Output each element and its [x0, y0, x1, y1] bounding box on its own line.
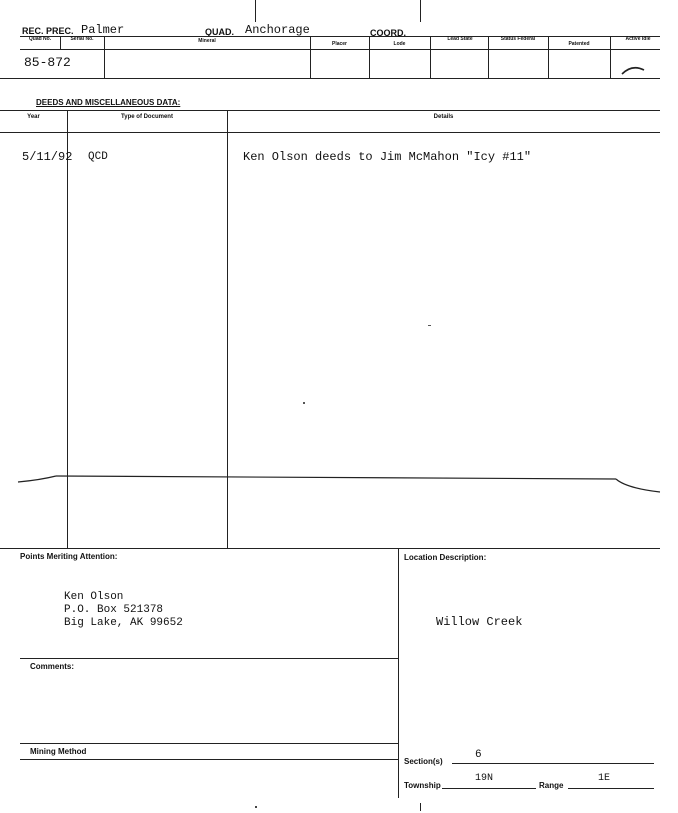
col-placer: Placer	[331, 41, 347, 47]
deeds-header-rule	[0, 132, 660, 133]
comments-label: Comments:	[30, 662, 75, 671]
col-lead-state: Lead State	[447, 36, 473, 42]
location-label: Location Description:	[404, 553, 487, 562]
claim-col-divider-6	[488, 36, 489, 78]
points-address-line-1: Ken Olson	[64, 591, 124, 603]
location-value: Willow Creek	[436, 615, 523, 629]
mining-bottom-rule	[20, 759, 398, 760]
deeds-col-type: Type of Document	[121, 114, 173, 120]
top-tick-left	[255, 0, 256, 22]
stray-mark	[428, 325, 431, 326]
bottom-tick-line	[420, 803, 421, 811]
top-tick-right	[420, 0, 421, 22]
deeds-section-title: DEEDS AND MISCELLANEOUS DATA:	[36, 98, 181, 107]
deeds-top-rule	[0, 110, 660, 111]
deed-entry-year: 5/11/92	[22, 150, 73, 164]
township-underline	[442, 788, 536, 789]
lower-col-divider	[398, 548, 399, 798]
col-active-idle: Active Idle	[625, 36, 651, 42]
claim-table-top-rule	[20, 36, 660, 37]
quad-value: Anchorage	[245, 23, 310, 37]
deeds-col-year: Year	[27, 114, 40, 120]
col-lode: Lode	[393, 41, 406, 47]
township-value: 19N	[475, 773, 494, 784]
points-address-line-3: Big Lake, AK 99652	[64, 617, 183, 629]
fold-line	[0, 470, 678, 500]
points-label: Points Meriting Attention:	[20, 552, 118, 561]
points-address-line-2: P.O. Box 521378	[64, 604, 164, 616]
deed-entry-type: QCD	[88, 151, 108, 163]
range-underline	[568, 788, 654, 789]
col-patented: Patented	[568, 41, 590, 47]
serial-value: 85-872	[24, 55, 71, 70]
stray-mark	[303, 402, 305, 404]
mining-label: Mining Method	[30, 747, 87, 756]
section-value: 6	[475, 749, 482, 761]
bottom-tick-mark	[255, 806, 257, 808]
coord-label: COORD.	[370, 28, 406, 38]
col-status-federal: Status Federal	[500, 36, 536, 42]
mining-top-rule	[20, 743, 398, 744]
range-value: 1E	[598, 773, 611, 784]
claim-table-bottom-rule	[0, 78, 660, 79]
lower-top-rule	[0, 548, 660, 549]
range-label: Range	[539, 781, 564, 790]
claim-col-divider-5	[430, 36, 431, 78]
township-label: Township	[404, 781, 441, 790]
quad-label: QUAD.	[205, 27, 234, 37]
comments-top-rule	[20, 658, 398, 659]
col-serial-no: Serial No.	[70, 36, 94, 42]
claim-table-header-rule	[20, 49, 660, 50]
section-underline	[452, 763, 654, 764]
col-quad-no: Quad No.	[28, 36, 52, 42]
section-label: Section(s)	[404, 757, 443, 766]
rec-prec-value: Palmer	[81, 23, 125, 37]
col-mineral: Mineral	[198, 38, 216, 44]
rec-prec-label: REC. PREC.	[22, 26, 74, 36]
claim-col-divider-8	[610, 36, 611, 78]
deeds-col-details: Details	[433, 114, 454, 120]
active-idle-arc-mark	[620, 62, 646, 76]
deed-entry-details: Ken Olson deeds to Jim McMahon "Icy #11"	[243, 150, 532, 164]
